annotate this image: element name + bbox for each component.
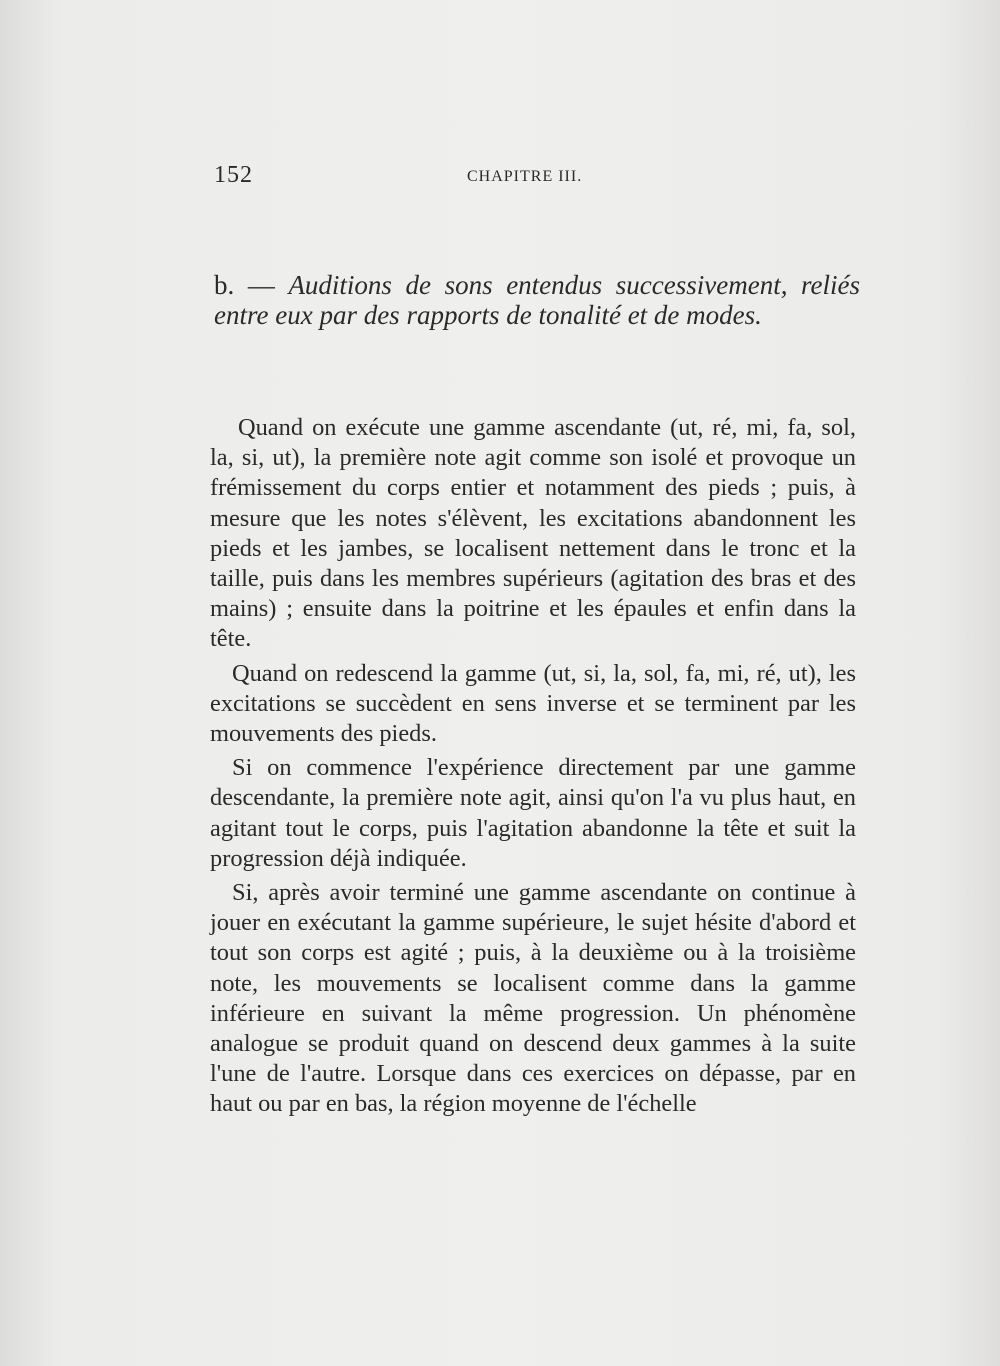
page-number: 152 (214, 162, 253, 188)
paragraph: Si, après avoir terminé une gamme ascendante on continue à jouer en exécutant la gamme supérieure, le sujet hésite d'abord et tout son corps est agité ; puis, à la deuxième ou à la troisième note, les mouvements se localisent comme dans la gamme inférieure en suivant la même progression. Un phénomène analogue se produit quand on descend deux gammes à la suite l'une de l'autre. Lorsque dans ces exercices on dépasse, par en haut ou par en bas, la région moyenne de l'échelle (210, 879, 856, 1118)
page-header (214, 162, 854, 192)
paragraph: Si on commence l'expérience directement par une gamme descendante, la première note agit, ainsi qu'on l'a vu plus haut, en agitant tout le corps, puis l'agitation abandonne la tête et suit la progression déjà indiquée. (210, 754, 856, 872)
running-head: CHAPITRE III. (467, 168, 583, 185)
body-text (210, 413, 856, 1124)
section-heading-text (214, 270, 860, 330)
paragraph: Quand on exécute une gamme ascendante (ut, ré, mi, fa, sol, la, si, ut), la première note agit comme son isolé et provoque un frémissement du corps entier et notamment des pieds ; puis, à mesure que les notes s'élèvent, les excitations abandonnent les pieds et les jambes, se localisent nettement dans le tronc et la taille, puis dans les membres supérieurs (agitation des bras et des mains) ; ensuite dans la poitrine et les épaules et enfin dans la tête. (210, 414, 856, 653)
paragraph: Quand on redescend la gamme (ut, si, la, sol, fa, mi, ré, ut), les excitations se succèdent en sens inverse et se terminent par les mouvements des pieds. (210, 659, 856, 748)
section-letter: b. — (214, 270, 289, 300)
section-heading (214, 270, 860, 330)
section-title: Auditions de sons entendus successivement, reliés entre eux par des rapports de tonalité et de modes. (214, 270, 861, 330)
